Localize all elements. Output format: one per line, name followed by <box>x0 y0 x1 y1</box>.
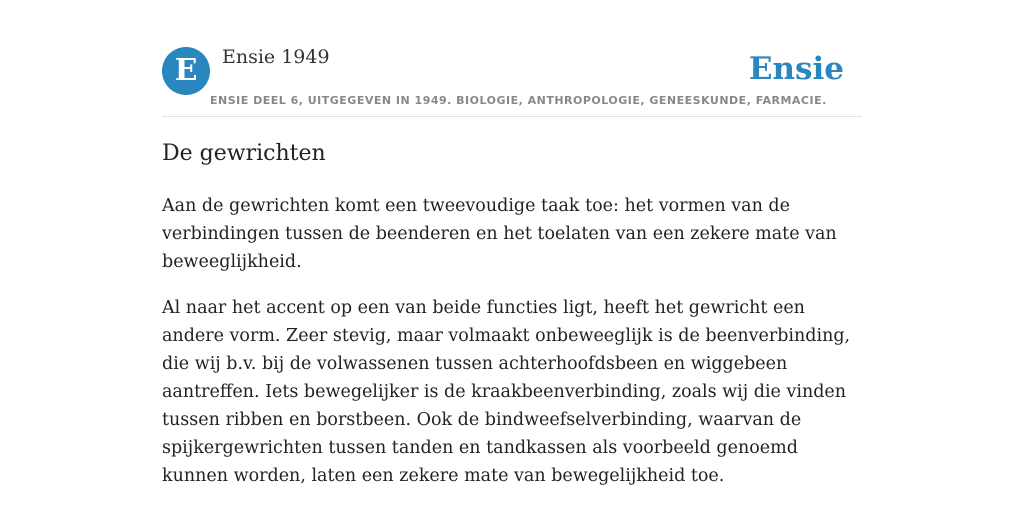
ensie-logo-icon[interactable]: E <box>162 47 210 95</box>
header <box>162 44 862 117</box>
article-paragraph: Al naar het accent op een van beide functies ligt, heeft het gewricht een andere vorm. Zeer stevig, maar volmaakt onbeweeglijk is de beenverbinding, die wij b.v. bij de volwassenen tussen achterhoofdsbeen en wiggebeen aantreffen. Iets bewegelijker is de kraakbeenverbinding, zoals wij die vinden tussen ribben en borstbeen. Ook de bindweefselverbinding, waarvan de spijkergewrichten tussen tanden en tandkassen als voorbeeld genoemd kunnen worden, laten een zekere mate van bewegelijkheid toe. <box>162 298 851 486</box>
article-paragraph: Aan de gewrichten komt een tweevoudige taak toe: het vormen van de verbindingen tussen de beenderen en het toelaten van een zekere mate van beweeglijkheid. <box>162 196 837 272</box>
article-title: De gewrichten <box>162 141 326 166</box>
source-subtitle: ENSIE DEEL 6, UITGEGEVEN IN 1949. BIOLOGIE, ANTHROPOLOGIE, GENEESKUNDE, FARMACIE. <box>210 94 827 107</box>
brand-logo[interactable]: Ensie <box>748 51 844 87</box>
source-title[interactable]: Ensie 1949 <box>222 46 330 68</box>
article <box>162 138 862 508</box>
